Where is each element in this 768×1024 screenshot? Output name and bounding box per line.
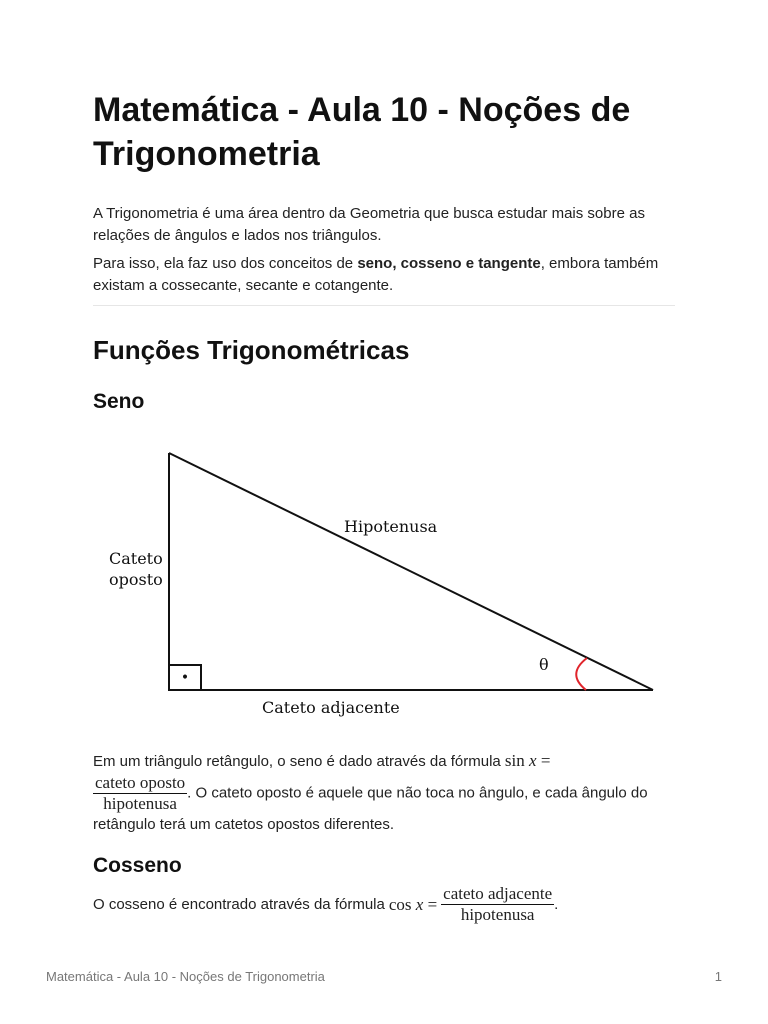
- cosseno-fraction-numerator: cateto adjacente: [443, 884, 553, 903]
- seno-text-before: Em um triângulo retângulo, o seno é dado através da fórmula: [93, 753, 505, 770]
- seno-heading: Seno: [93, 390, 145, 413]
- page-title: Matemática - Aula 10 - Noções de Trigonometria: [93, 91, 631, 173]
- cosseno-formula: [389, 895, 437, 915]
- intro-p2-after: , embora também existam a cossecante, secante e cotangente.: [93, 255, 659, 294]
- seno-line-1: [93, 750, 683, 773]
- intro-p2-before: Para isso, ela faz uso dos conceitos de: [93, 255, 358, 272]
- angle-arc: [576, 658, 587, 690]
- seno-fraction-numerator: cateto oposto: [95, 773, 186, 792]
- right-angle-dot: •: [180, 670, 190, 686]
- cosseno-fraction: [441, 884, 554, 925]
- cosseno-text-before: O cosseno é encontrado através da fórmula: [93, 896, 385, 913]
- intro-paragraph-2: [93, 253, 675, 297]
- seno-fraction: [93, 773, 187, 814]
- cosseno-var: x: [415, 894, 424, 914]
- opposite-label-line2: oposto: [109, 570, 163, 589]
- seno-fraction-denominator: hipotenusa: [103, 794, 177, 813]
- cosseno-fraction-denominator: hipotenusa: [460, 905, 535, 924]
- cosseno-heading: Cosseno: [93, 854, 182, 877]
- angle-theta-label: θ: [539, 655, 549, 674]
- cosseno-eq: =: [427, 894, 438, 914]
- section-divider: [93, 305, 675, 306]
- section-heading: Funções Trigonométricas: [93, 335, 410, 365]
- intro-paragraph-1: A Trigonometria é uma área dentro da Geometria que busca estudar mais sobre as relações de ângulos e lados nos triângulos.: [93, 205, 645, 244]
- seno-func: sin: [504, 751, 525, 770]
- opposite-label-line1: Cateto: [109, 549, 163, 568]
- cosseno-text-after: .: [554, 896, 559, 913]
- right-triangle-figure: [104, 440, 664, 730]
- footer-title: Matemática - Aula 10 - Noções de Trigonometria: [46, 969, 325, 984]
- hypotenuse-label: Hipotenusa: [344, 517, 438, 536]
- footer-page-number: 1: [714, 969, 722, 984]
- hypotenuse-side: [169, 453, 653, 690]
- seno-paragraph: [93, 750, 683, 836]
- intro-p2-bold: seno, cosseno e tangente: [357, 255, 541, 272]
- cosseno-func: cos: [388, 894, 412, 914]
- seno-var: x: [529, 751, 537, 770]
- seno-eq: =: [540, 751, 551, 770]
- seno-text-after: . O cateto oposto é aquele que não toca no ângulo, e cada ângulo do retângulo terá um catetos opostos diferentes.: [93, 784, 648, 833]
- adjacent-label: Cateto adjacente: [262, 698, 400, 717]
- cosseno-paragraph: [93, 884, 558, 925]
- seno-formula: [505, 751, 550, 770]
- main-content: [93, 88, 675, 416]
- seno-line-2: [93, 773, 683, 836]
